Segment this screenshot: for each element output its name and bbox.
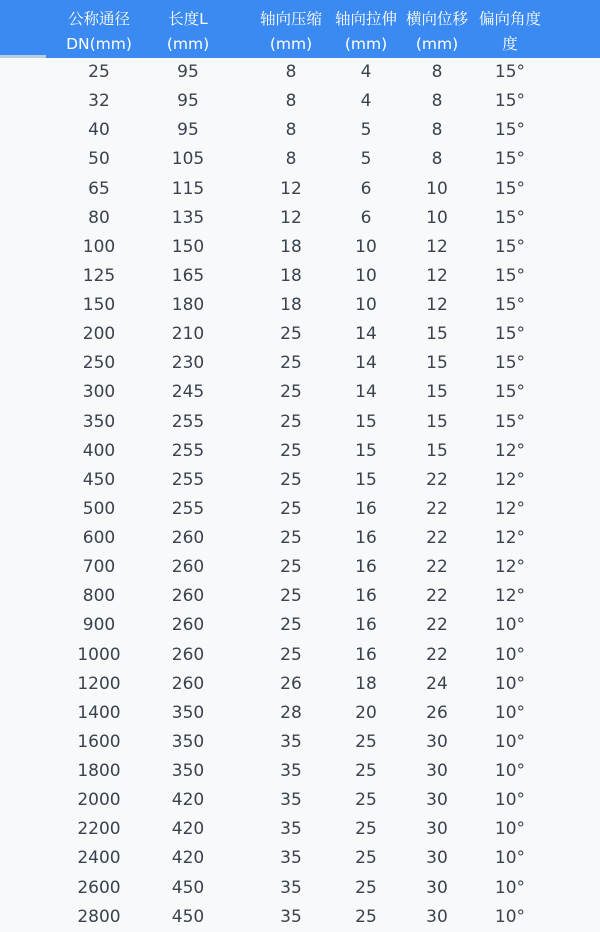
cell-dn: 300: [82, 382, 116, 403]
cell-axial-compression: 18: [280, 265, 302, 286]
cell-axial-tension: 10: [355, 236, 377, 257]
table-row: [0, 233, 600, 262]
table-row: [0, 408, 600, 437]
cell-length-l: 245: [171, 382, 205, 403]
cell-lateral-displacement: 26: [426, 702, 448, 723]
cell-deflection-angle: 15°: [494, 324, 526, 345]
cell-length-l: 350: [171, 731, 205, 752]
cell-length-l: 260: [171, 557, 205, 578]
cell-lateral-displacement: 12: [426, 265, 448, 286]
cell-dn: 1800: [77, 761, 121, 781]
cell-length-l: 95: [177, 62, 199, 82]
header-line2: (mm): [344, 35, 388, 53]
table-row: [0, 815, 600, 844]
cell-axial-tension: 14: [355, 382, 377, 403]
cell-deflection-angle: 15°: [494, 382, 526, 403]
table-row: [0, 437, 600, 466]
cell-axial-compression: 28: [280, 702, 302, 723]
header-col-deflection-angle: [462, 0, 558, 58]
cell-length-l: 210: [171, 324, 205, 345]
cell-dn: 1200: [77, 673, 121, 694]
cell-length-l: 255: [171, 411, 205, 432]
cell-deflection-angle: 15°: [494, 265, 526, 286]
cell-axial-compression: 12: [280, 207, 302, 228]
cell-deflection-angle: 10°: [494, 761, 526, 781]
table-row: [0, 466, 600, 495]
table-row: [0, 903, 600, 932]
cell-lateral-displacement: 30: [426, 906, 448, 927]
cell-dn: 32: [88, 91, 110, 112]
cell-axial-compression: 35: [280, 906, 302, 927]
cell-deflection-angle: 15°: [494, 62, 526, 82]
cell-lateral-displacement: 15: [426, 353, 448, 374]
table-row: [0, 524, 600, 553]
cell-deflection-angle: 15°: [494, 295, 526, 315]
cell-length-l: 350: [171, 761, 205, 781]
cell-dn: 1000: [77, 644, 121, 665]
cell-lateral-displacement: 22: [426, 644, 448, 665]
table-header: [0, 0, 600, 58]
table-row: [0, 291, 600, 320]
cell-deflection-angle: 15°: [494, 236, 526, 257]
table-row: [0, 786, 600, 815]
cell-length-l: 260: [171, 528, 205, 548]
cell-dn: 350: [82, 411, 116, 432]
cell-length-l: 450: [171, 906, 205, 927]
cell-lateral-displacement: 22: [426, 528, 448, 548]
cell-length-l: 135: [171, 207, 205, 228]
cell-lateral-displacement: 15: [426, 324, 448, 345]
cell-deflection-angle: 10°: [494, 644, 526, 665]
cell-lateral-displacement: 22: [426, 586, 448, 607]
cell-deflection-angle: 15°: [494, 353, 526, 374]
cell-axial-compression: 25: [280, 382, 302, 403]
cell-axial-compression: 35: [280, 790, 302, 811]
cell-lateral-displacement: 30: [426, 790, 448, 811]
header-line1: 偏向角度: [478, 10, 541, 28]
cell-length-l: 255: [171, 440, 205, 461]
cell-axial-tension: 15: [355, 469, 377, 490]
cell-axial-compression: 25: [280, 528, 302, 548]
cell-axial-tension: 25: [355, 906, 377, 927]
cell-axial-tension: 16: [355, 498, 377, 519]
cell-axial-compression: 25: [280, 615, 302, 636]
cell-length-l: 115: [171, 178, 205, 199]
cell-lateral-displacement: 10: [426, 207, 448, 228]
cell-length-l: 230: [171, 353, 205, 374]
cell-lateral-displacement: 10: [426, 178, 448, 199]
cell-dn: 125: [82, 265, 116, 286]
cell-axial-compression: 26: [280, 673, 302, 694]
cell-axial-tension: 25: [355, 761, 377, 781]
cell-length-l: 260: [171, 673, 205, 694]
cell-axial-tension: 10: [355, 265, 377, 286]
cell-length-l: 260: [171, 644, 205, 665]
cell-lateral-displacement: 15: [426, 411, 448, 432]
cell-axial-tension: 4: [360, 62, 372, 82]
cell-length-l: 420: [171, 790, 205, 811]
cell-deflection-angle: 12°: [494, 469, 526, 490]
cell-dn: 2000: [77, 790, 121, 811]
cell-axial-compression: 25: [280, 469, 302, 490]
table-row: [0, 320, 600, 349]
header-line2: 度: [502, 35, 518, 53]
table-row: [0, 670, 600, 699]
cell-lateral-displacement: 24: [426, 673, 448, 694]
cell-deflection-angle: 10°: [494, 819, 526, 840]
cell-axial-tension: 25: [355, 877, 377, 898]
table-row: [0, 145, 600, 174]
cell-deflection-angle: 10°: [494, 702, 526, 723]
cell-axial-tension: 16: [355, 615, 377, 636]
table-row: [0, 204, 600, 233]
header-line2: DN(mm): [66, 35, 132, 53]
cell-deflection-angle: 10°: [494, 731, 526, 752]
cell-axial-compression: 25: [280, 498, 302, 519]
cell-axial-compression: 35: [280, 877, 302, 898]
cell-length-l: 260: [171, 586, 205, 607]
cell-lateral-displacement: 8: [431, 62, 443, 82]
cell-dn: 2600: [77, 877, 121, 898]
cell-axial-tension: 20: [355, 702, 377, 723]
cell-axial-compression: 8: [285, 120, 297, 141]
table-row: [0, 582, 600, 611]
cell-length-l: 260: [171, 615, 205, 636]
cell-deflection-angle: 15°: [494, 149, 526, 170]
cell-axial-tension: 14: [355, 353, 377, 374]
cell-lateral-displacement: 22: [426, 557, 448, 578]
cell-lateral-displacement: 30: [426, 877, 448, 898]
header-line1: 长度L: [168, 10, 208, 28]
header-line1: 横向位移: [405, 10, 468, 28]
cell-dn: 2200: [77, 819, 121, 840]
cell-deflection-angle: 15°: [494, 91, 526, 112]
cell-dn: 700: [82, 557, 116, 578]
cell-dn: 40: [88, 120, 110, 141]
cell-length-l: 95: [177, 120, 199, 141]
cell-axial-tension: 10: [355, 295, 377, 315]
table-row: [0, 553, 600, 582]
cell-lateral-displacement: 8: [431, 91, 443, 112]
table-row: [0, 874, 600, 903]
cell-dn: 600: [82, 528, 116, 548]
header-col-length-l: [140, 0, 236, 58]
cell-axial-tension: 25: [355, 848, 377, 869]
cell-lateral-displacement: 12: [426, 236, 448, 257]
cell-dn: 400: [82, 440, 116, 461]
header-col-dn: [51, 0, 147, 58]
cell-axial-compression: 25: [280, 644, 302, 665]
cell-deflection-angle: 10°: [494, 790, 526, 811]
cell-deflection-angle: 12°: [494, 440, 526, 461]
cell-axial-compression: 8: [285, 62, 297, 82]
cell-dn: 200: [82, 324, 116, 345]
table-row: [0, 495, 600, 524]
cell-dn: 250: [82, 353, 116, 374]
table-row: [0, 116, 600, 145]
cell-deflection-angle: 12°: [494, 586, 526, 607]
table-row: [0, 262, 600, 291]
cell-axial-tension: 14: [355, 324, 377, 345]
cell-dn: 500: [82, 498, 116, 519]
cell-axial-compression: 35: [280, 731, 302, 752]
header-line2: (mm): [166, 35, 210, 53]
header-line2: (mm): [269, 35, 313, 53]
cell-axial-tension: 6: [360, 207, 372, 228]
cell-axial-compression: 25: [280, 586, 302, 607]
table-body: [0, 58, 600, 932]
table-row: [0, 641, 600, 670]
table-row: [0, 757, 600, 786]
cell-length-l: 255: [171, 498, 205, 519]
cell-length-l: 255: [171, 469, 205, 490]
cell-dn: 100: [82, 236, 116, 257]
table-row: [0, 349, 600, 378]
cell-axial-compression: 8: [285, 149, 297, 170]
cell-axial-compression: 25: [280, 324, 302, 345]
cell-axial-tension: 18: [355, 673, 377, 694]
cell-length-l: 150: [171, 236, 205, 257]
cell-axial-compression: 35: [280, 848, 302, 869]
cell-deflection-angle: 10°: [494, 848, 526, 869]
table-row: [0, 699, 600, 728]
cell-length-l: 420: [171, 848, 205, 869]
table-row: [0, 378, 600, 407]
cell-axial-tension: 5: [360, 120, 372, 141]
cell-axial-compression: 25: [280, 411, 302, 432]
cell-lateral-displacement: 8: [431, 149, 443, 170]
table-row: [0, 728, 600, 757]
cell-deflection-angle: 10°: [494, 906, 526, 927]
cell-deflection-angle: 12°: [494, 498, 526, 519]
cell-lateral-displacement: 12: [426, 295, 448, 315]
cell-lateral-displacement: 15: [426, 440, 448, 461]
cell-dn: 800: [82, 586, 116, 607]
cell-lateral-displacement: 30: [426, 761, 448, 781]
cell-axial-tension: 4: [360, 91, 372, 112]
cell-lateral-displacement: 22: [426, 615, 448, 636]
cell-axial-compression: 18: [280, 295, 302, 315]
cell-axial-tension: 25: [355, 819, 377, 840]
cell-length-l: 350: [171, 702, 205, 723]
cell-lateral-displacement: 8: [431, 120, 443, 141]
cell-deflection-angle: 15°: [494, 178, 526, 199]
cell-lateral-displacement: 22: [426, 498, 448, 519]
cell-axial-compression: 8: [285, 91, 297, 112]
cell-length-l: 95: [177, 91, 199, 112]
cell-deflection-angle: 15°: [494, 120, 526, 141]
cell-axial-tension: 5: [360, 149, 372, 170]
cell-axial-tension: 16: [355, 557, 377, 578]
cell-dn: 1400: [77, 702, 121, 723]
cell-axial-tension: 25: [355, 790, 377, 811]
header-line1: 轴向压缩: [259, 10, 322, 28]
cell-length-l: 165: [171, 265, 205, 286]
header-line1: 轴向拉伸: [334, 10, 397, 28]
cell-deflection-angle: 10°: [494, 877, 526, 898]
cell-dn: 2400: [77, 848, 121, 869]
cell-dn: 80: [88, 207, 110, 228]
cell-lateral-displacement: 30: [426, 848, 448, 869]
cell-axial-tension: 16: [355, 586, 377, 607]
table-row: [0, 611, 600, 640]
cell-deflection-angle: 12°: [494, 557, 526, 578]
table-row: [0, 844, 600, 873]
cell-axial-compression: 35: [280, 819, 302, 840]
cell-axial-compression: 25: [280, 440, 302, 461]
cell-lateral-displacement: 30: [426, 731, 448, 752]
cell-axial-tension: 15: [355, 411, 377, 432]
header-line2: (mm): [415, 35, 459, 53]
cell-lateral-displacement: 30: [426, 819, 448, 840]
cell-dn: 2800: [77, 906, 121, 927]
cell-deflection-angle: 10°: [494, 615, 526, 636]
cell-deflection-angle: 15°: [494, 207, 526, 228]
header-line1: 公称通径: [67, 10, 130, 28]
cell-dn: 50: [88, 149, 110, 170]
cell-axial-compression: 25: [280, 353, 302, 374]
cell-dn: 150: [82, 295, 116, 315]
cell-dn: 1600: [77, 731, 121, 752]
cell-length-l: 450: [171, 877, 205, 898]
cell-lateral-displacement: 15: [426, 382, 448, 403]
cell-lateral-displacement: 22: [426, 469, 448, 490]
table-row: [0, 87, 600, 116]
cell-dn: 25: [88, 62, 110, 82]
cell-deflection-angle: 15°: [494, 411, 526, 432]
cell-axial-tension: 16: [355, 644, 377, 665]
cell-deflection-angle: 10°: [494, 673, 526, 694]
cell-axial-tension: 15: [355, 440, 377, 461]
table-row: [0, 175, 600, 204]
cell-axial-tension: 16: [355, 528, 377, 548]
cell-axial-tension: 6: [360, 178, 372, 199]
cell-axial-tension: 25: [355, 731, 377, 752]
cell-axial-compression: 18: [280, 236, 302, 257]
table-row: [0, 58, 600, 87]
cell-axial-compression: 12: [280, 178, 302, 199]
cell-axial-compression: 35: [280, 761, 302, 781]
cell-length-l: 180: [171, 295, 205, 315]
cell-dn: 900: [82, 615, 116, 636]
cell-dn: 450: [82, 469, 116, 490]
cell-deflection-angle: 12°: [494, 528, 526, 548]
cell-length-l: 105: [171, 149, 205, 170]
cell-length-l: 420: [171, 819, 205, 840]
cell-dn: 65: [88, 178, 110, 199]
cell-axial-compression: 25: [280, 557, 302, 578]
